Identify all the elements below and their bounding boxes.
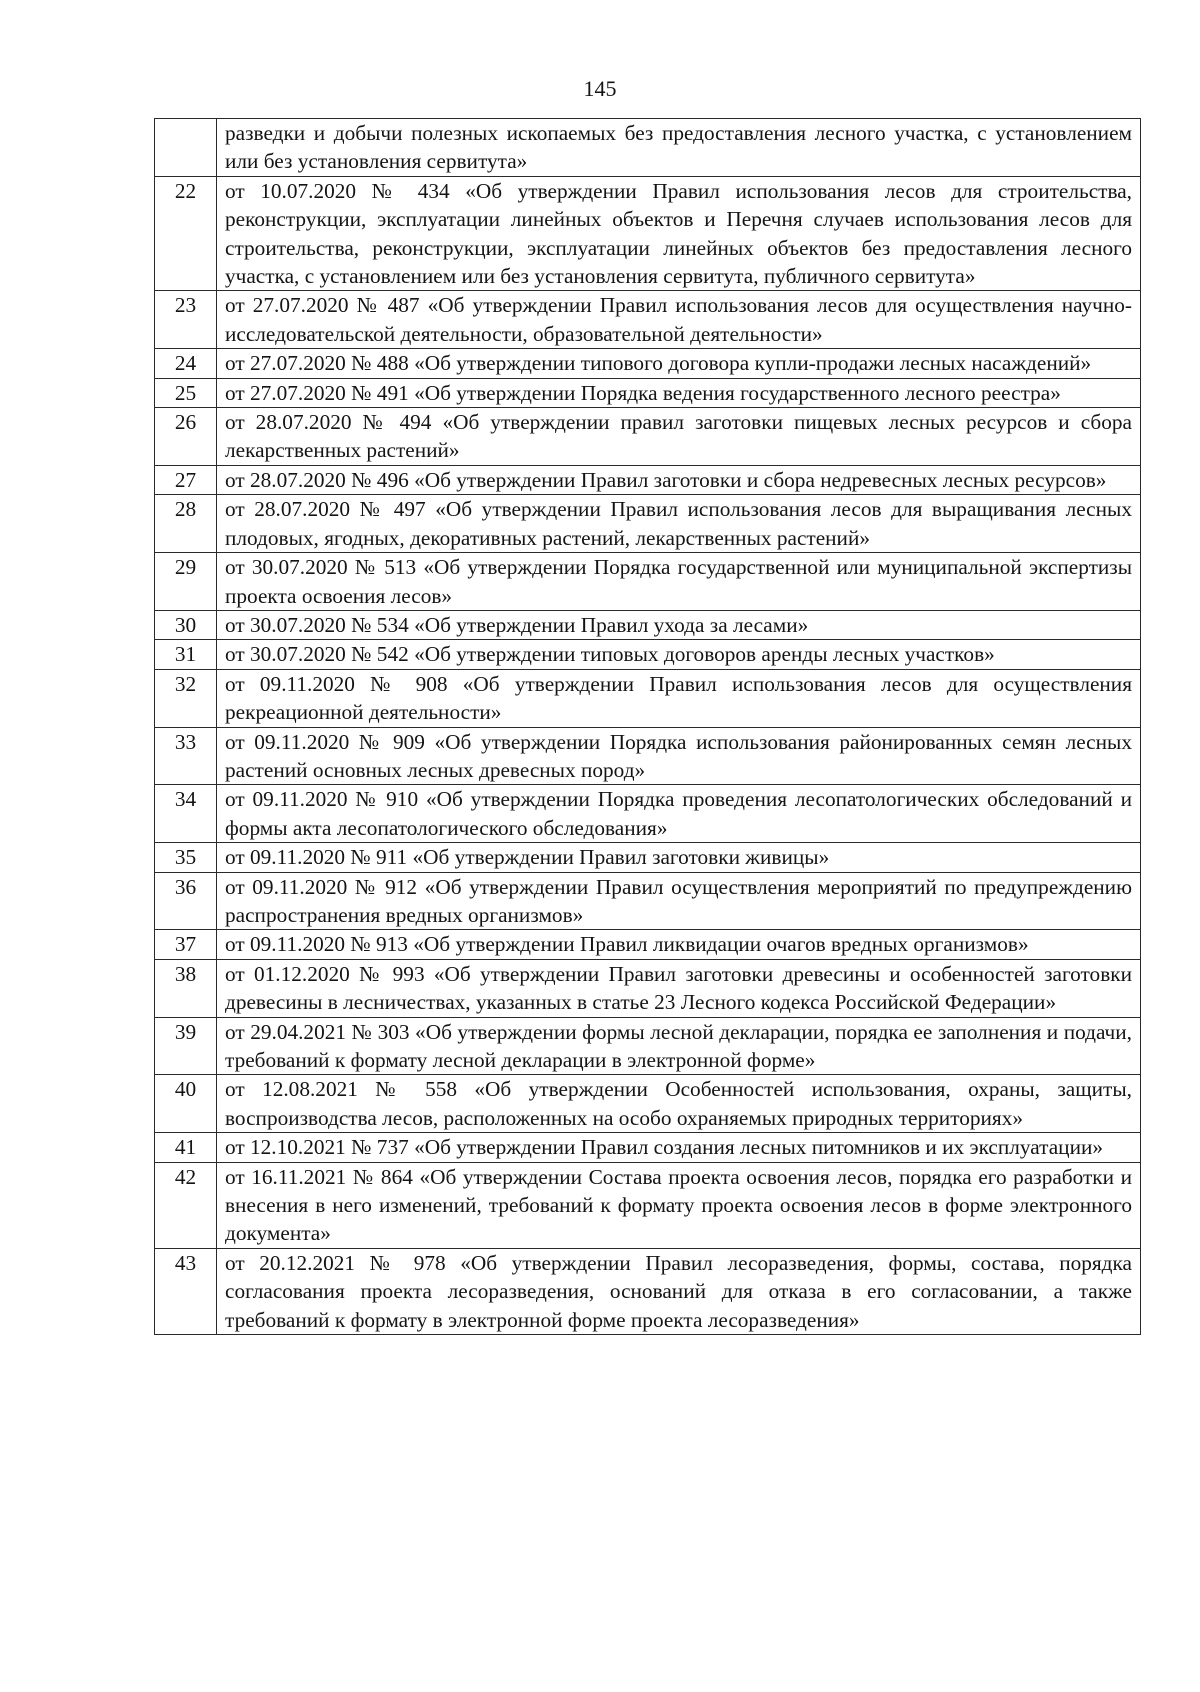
table-row xyxy=(155,176,1141,291)
table-row xyxy=(155,872,1141,930)
row-number: 22 xyxy=(155,176,217,291)
row-number: 25 xyxy=(155,378,217,407)
row-text: от 27.07.2020 № 487 «Об утверждении Правил использования лесов для осуществления научно-исследовательской деятельности, образовательной деятельности» xyxy=(217,291,1141,349)
row-text: от 27.07.2020 № 488 «Об утверждении типового договора купли-продажи лесных насаждений» xyxy=(217,349,1141,378)
row-number: 28 xyxy=(155,495,217,553)
table-row xyxy=(155,1075,1141,1133)
table-row xyxy=(155,1162,1141,1248)
row-text: от 16.11.2021 № 864 «Об утверждении Состава проекта освоения лесов, порядка его разработки и внесения в него изменений, требований к формату проекта освоения лесов в форме электронного документа» xyxy=(217,1162,1141,1248)
row-text: от 28.07.2020 № 496 «Об утверждении Правил заготовки и сбора недревесных лесных ресурсов» xyxy=(217,465,1141,494)
row-number: 26 xyxy=(155,408,217,466)
row-number: 33 xyxy=(155,727,217,785)
table-row xyxy=(155,408,1141,466)
row-text: от 10.07.2020 № 434 «Об утверждении Правил использования лесов для строительства, реконструкции, эксплуатации линейных объектов и Перечня случаев использования лесов для строительства, реконструкции, эксплуатации линейных объектов без предоставления лесного участка, с установлением или без установления сервитута, публичного сервитута» xyxy=(217,176,1141,291)
row-number: 31 xyxy=(155,640,217,669)
row-text: от 28.07.2020 № 497 «Об утверждении Правил использования лесов для выращивания лесных плодовых, ягодных, декоративных растений, лекарственных растений» xyxy=(217,495,1141,553)
row-number: 35 xyxy=(155,843,217,872)
row-text: от 29.04.2021 № 303 «Об утверждении формы лесной декларации, порядка ее заполнения и подачи, требований к формату лесной декларации в электронной форме» xyxy=(217,1017,1141,1075)
row-number: 38 xyxy=(155,959,217,1017)
row-number: 42 xyxy=(155,1162,217,1248)
row-text: от 30.07.2020 № 534 «Об утверждении Правил ухода за лесами» xyxy=(217,610,1141,639)
row-number: 41 xyxy=(155,1133,217,1162)
table-row xyxy=(155,610,1141,639)
row-number: 36 xyxy=(155,872,217,930)
row-number: 24 xyxy=(155,349,217,378)
row-text: от 20.12.2021 № 978 «Об утверждении Правил лесоразведения, формы, состава, порядка согласования проекта лесоразведения, оснований для отказа в его согласовании, а также требований к формату в электронной форме проекта лесоразведения» xyxy=(217,1248,1141,1334)
table-row xyxy=(155,1248,1141,1334)
row-number: 40 xyxy=(155,1075,217,1133)
row-number: 39 xyxy=(155,1017,217,1075)
table-row xyxy=(155,465,1141,494)
row-number: 43 xyxy=(155,1248,217,1334)
table-row xyxy=(155,640,1141,669)
row-number: 34 xyxy=(155,785,217,843)
row-text: от 09.11.2020 № 909 «Об утверждении Порядка использования районированных семян лесных растений основных лесных древесных пород» xyxy=(217,727,1141,785)
table-row xyxy=(155,378,1141,407)
table-row xyxy=(155,553,1141,611)
table-row xyxy=(155,959,1141,1017)
page-number: 145 xyxy=(583,76,617,101)
row-text: от 01.12.2020 № 993 «Об утверждении Правил заготовки древесины и особенностей заготовки древесины в лесничествах, указанных в статье 23 Лесного кодекса Российской Федерации» xyxy=(217,959,1141,1017)
table-row xyxy=(155,843,1141,872)
table-row xyxy=(155,930,1141,959)
row-text: от 27.07.2020 № 491 «Об утверждении Порядка ведения государственного лесного реестра» xyxy=(217,378,1141,407)
table-row xyxy=(155,1133,1141,1162)
table-row xyxy=(155,669,1141,727)
row-number: 32 xyxy=(155,669,217,727)
row-number xyxy=(155,119,217,177)
row-number: 29 xyxy=(155,553,217,611)
row-text: разведки и добычи полезных ископаемых без предоставления лесного участка, с установлением или без установления сервитута» xyxy=(217,119,1141,177)
table-row xyxy=(155,727,1141,785)
table-row xyxy=(155,1017,1141,1075)
table-row xyxy=(155,119,1141,177)
table-row xyxy=(155,785,1141,843)
row-number: 23 xyxy=(155,291,217,349)
table-row xyxy=(155,495,1141,553)
row-text: от 28.07.2020 № 494 «Об утверждении правил заготовки пищевых лесных ресурсов и сбора лекарственных растений» xyxy=(217,408,1141,466)
row-number: 27 xyxy=(155,465,217,494)
table-row xyxy=(155,349,1141,378)
row-text: от 09.11.2020 № 913 «Об утверждении Правил ликвидации очагов вредных организмов» xyxy=(217,930,1141,959)
row-text: от 12.08.2021 № 558 «Об утверждении Особенностей использования, охраны, защиты, воспроизводства лесов, расположенных на особо охраняемых природных территориях» xyxy=(217,1075,1141,1133)
row-text: от 30.07.2020 № 542 «Об утверждении типовых договоров аренды лесных участков» xyxy=(217,640,1141,669)
row-text: от 12.10.2021 № 737 «Об утверждении Правил создания лесных питомников и их эксплуатации» xyxy=(217,1133,1141,1162)
legal-acts-table xyxy=(154,118,1141,1335)
row-text: от 09.11.2020 № 911 «Об утверждении Правил заготовки живицы» xyxy=(217,843,1141,872)
row-text: от 30.07.2020 № 513 «Об утверждении Порядка государственной или муниципальной экспертизы проекта освоения лесов» xyxy=(217,553,1141,611)
row-text: от 09.11.2020 № 910 «Об утверждении Порядка проведения лесопатологических обследований и формы акта лесопатологического обследования» xyxy=(217,785,1141,843)
row-number: 37 xyxy=(155,930,217,959)
row-text: от 09.11.2020 № 912 «Об утверждении Правил осуществления мероприятий по предупреждению распространения вредных организмов» xyxy=(217,872,1141,930)
row-number: 30 xyxy=(155,610,217,639)
table-row xyxy=(155,291,1141,349)
row-text: от 09.11.2020 № 908 «Об утверждении Правил использования лесов для осуществления рекреационной деятельности» xyxy=(217,669,1141,727)
